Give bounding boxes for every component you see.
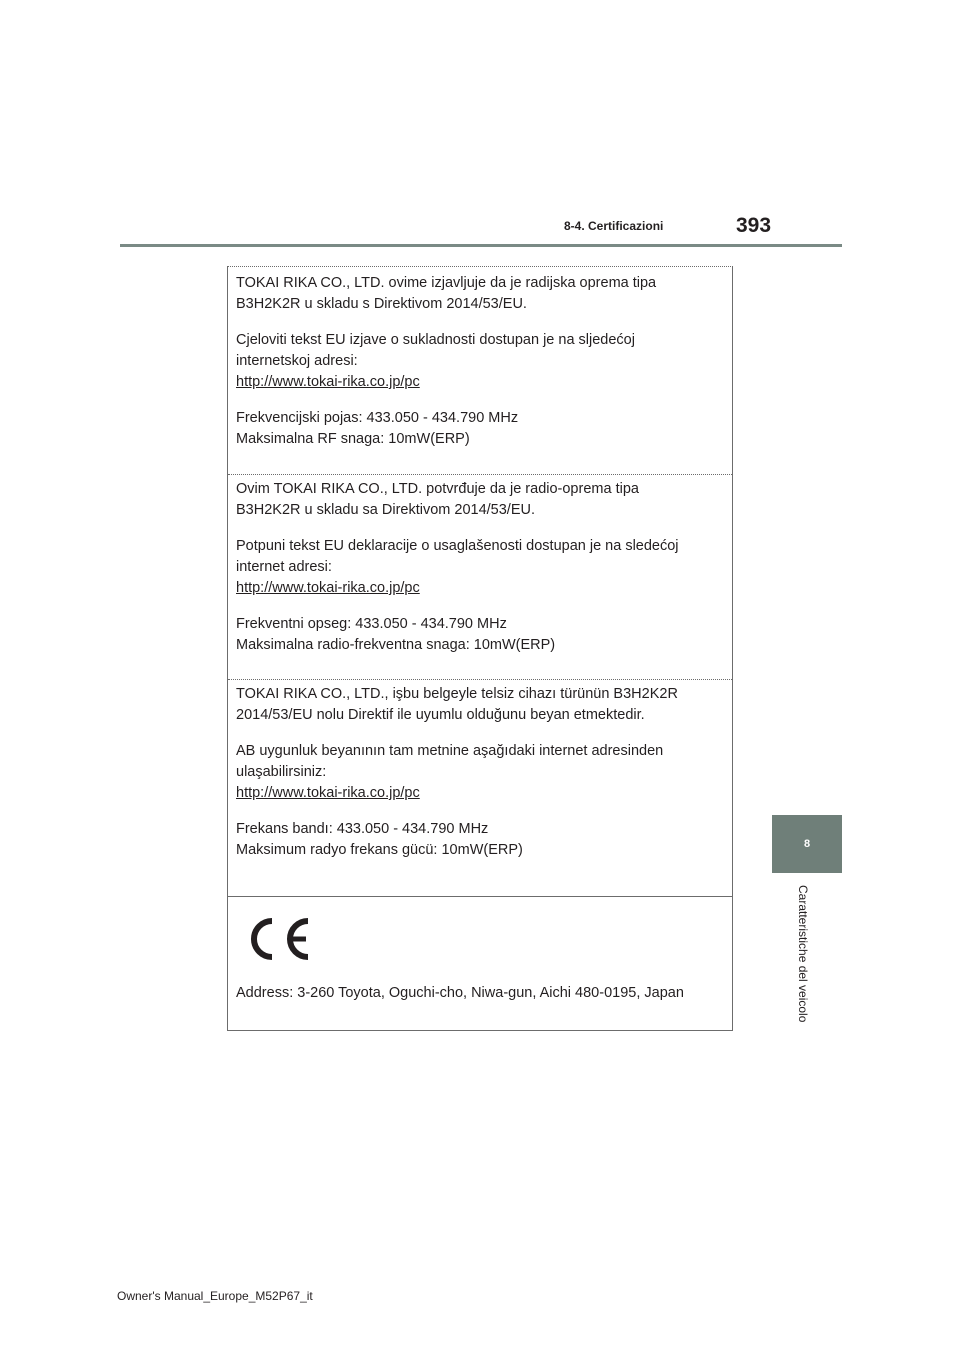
page-number: 393: [736, 214, 772, 237]
max-power: Maksimalna radio-frekventna snaga: 10mW(ERP): [236, 637, 556, 653]
frequency-band: Frekans bandı: 433.050 - 434.790 MHz: [236, 821, 489, 837]
declaration-url-link[interactable]: http://www.tokai-rika.co.jp/pc: [236, 374, 420, 390]
block-divider: [228, 679, 732, 680]
footer-document-id: Owner's Manual_Europe_M52P67_it: [117, 1289, 313, 1303]
certification-box: [227, 266, 733, 1031]
declaration-line: Cjeloviti tekst EU izjave o sukladnosti dostupan je na sljedećoj: [236, 332, 635, 348]
declaration-line: Potpuni tekst EU deklaracije o usaglašenosti dostupan je na sledećoj: [236, 538, 679, 554]
serbian-declaration: [228, 479, 732, 656]
declaration-line: internetskoj adresi:: [236, 353, 358, 369]
declaration-line: internet adresi:: [236, 559, 332, 575]
declaration-line: B3H2K2R u skladu sa Direktivom 2014/53/EU.: [236, 502, 536, 518]
ce-mark-icon: [242, 915, 312, 963]
declaration-line: B3H2K2R u skladu s Direktivom 2014/53/EU.: [236, 296, 527, 312]
declaration-line: ulaşabilirsiniz:: [236, 764, 327, 780]
croatian-declaration: [228, 273, 732, 450]
max-power: Maksimum radyo frekans gücü: 10mW(ERP): [236, 842, 523, 858]
max-power: Maksimalna RF snaga: 10mW(ERP): [236, 431, 470, 447]
declaration-line: Ovim TOKAI RIKA CO., LTD. potvrđuje da je radio-oprema tipa: [236, 481, 639, 497]
declaration-line: AB uygunluk beyanının tam metnine aşağıdaki internet adresinden: [236, 743, 664, 759]
section-heading: 8-4. Certificazioni: [564, 219, 664, 233]
declaration-line: TOKAI RIKA CO., LTD. ovime izjavljuje da je radijska oprema tipa: [236, 275, 657, 291]
manufacturer-address: Address: 3-260 Toyota, Oguchi-cho, Niwa-gun, Aichi 480-0195, Japan: [236, 985, 684, 1001]
frequency-band: Frekventni opseg: 433.050 - 434.790 MHz: [236, 616, 507, 632]
block-divider: [228, 896, 732, 897]
declaration-line: TOKAI RIKA CO., LTD., işbu belgeyle telsiz cihazı türünün B3H2K2R: [236, 686, 678, 702]
declaration-url-link[interactable]: http://www.tokai-rika.co.jp/pc: [236, 580, 420, 596]
chapter-number: 8: [803, 838, 811, 850]
declaration-line: 2014/53/EU nolu Direktif ile uyumlu olduğunu beyan etmektedir.: [236, 707, 645, 723]
block-divider: [228, 474, 732, 475]
turkish-declaration: [228, 684, 732, 861]
header-divider: [120, 244, 842, 247]
chapter-title: Caratteristiche del veicolo: [796, 885, 810, 1023]
frequency-band: Frekvencijski pojas: 433.050 - 434.790 MHz: [236, 410, 519, 426]
declaration-url-link[interactable]: http://www.tokai-rika.co.jp/pc: [236, 785, 420, 801]
chapter-tab[interactable]: [772, 815, 842, 873]
